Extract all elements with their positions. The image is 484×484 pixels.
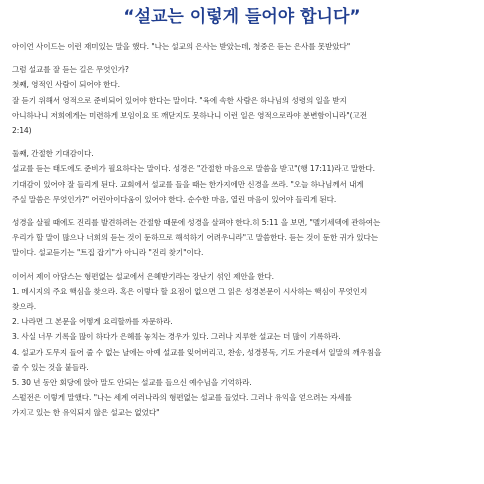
text-line: 아니하나니 저희에게는 미련하게 보임이요 또 깨닫지도 못하나니 이런 일은 영적으로라야 분변함이니라"(고전 [12, 110, 367, 120]
list-item: 4. 설교가 도무지 들어 줄 수 없는 날에는 아예 설교를 잊어버리고, 찬송, 성경봉독, 기도 가운데서 일말의 깨우침을 [12, 347, 382, 357]
text-line: 기대감이 있어야 잘 들리게 된다. 교회에서 설교를 들을 때는 한가지에만 신경을 쓰라. "오늘 하나님께서 내게 [12, 179, 364, 189]
list-item: 찾으라. [12, 302, 37, 312]
text-line: 우리가 할 말이 많으나 너희의 듣는 것이 둔하므로 해석하기 어려우니라"고 말씀한다. 듣는 것이 둔한 귀가 있다는 [12, 233, 379, 243]
list-item: 1. 메시지의 주요 핵심을 찾으라. 혹은 이렇다 할 요점이 없으면 그 읽은 성경본문이 시사하는 핵심이 무엇인지 [12, 286, 368, 296]
list-item: 2. 나라면 그 본문을 어떻게 요리할까를 자문하라. [12, 317, 173, 327]
page-title: “설교는 이렇게 들어야 합니다” [123, 7, 361, 27]
list-item: 3. 사실 너무 기록을 많이 하다가 은혜를 놓치는 경우가 있다. 그러나 지루한 설교는 더 많이 기록하라. [12, 332, 341, 342]
text-line: 이어서 제이 아담스는 형편없는 설교에서 은혜받기라는 장난기 섞인 제안을 한다. [12, 271, 274, 281]
text-line: 둘째, 간절한 기대감이다. [12, 149, 94, 159]
text-line: 스펄전은 이렇게 말했다. "나는 세계 여러나라의 형편없는 설교를 들었다. 그러나 유익을 얻으려는 자세를 [12, 393, 352, 403]
text-line: 성경을 살필 때에도 진리를 발견하려는 간절함 때문에 성경을 살펴야 한다.히 5:11 을 보면, "멜기세덱에 관하여는 [12, 218, 381, 228]
list-item: 5. 30 년 동안 회당에 앉아 말도 안되는 설교를 들으신 예수님을 기억하라. [12, 378, 252, 388]
paragraph-truth [12, 215, 472, 261]
paragraph-expectation [12, 146, 472, 207]
paragraph-intro [12, 39, 472, 54]
text-line: 설교를 듣는 태도에도 준비가 필요하다는 말이다. 성경은 "간절한 마음으로 말씀을 받고"(행 17:11)라고 말한다. [12, 164, 375, 174]
text-line: 그럼 설교를 잘 듣는 길은 무엇인가? [12, 65, 129, 75]
paragraph-spiritual [12, 62, 472, 138]
text-line: 주실 말씀은 무엇인가?" 어린아이다움이 있어야 한다. 순수한 마음, 열린 마음이 있어야 들리게 된다. [12, 194, 337, 204]
text-line: 잘 듣기 위해서 영적으로 준비되어 있어야 한다는 말이다. "육에 속한 사람은 하나님의 성령의 일을 받지 [12, 95, 347, 105]
list-item: 줄 수 있는 것을 붙들라. [12, 362, 89, 372]
text-line: 아이언 사이드는 이런 재미있는 말을 했다. "나는 설교의 은사는 받았는데, 청중은 듣는 은사를 못받았다" [12, 42, 351, 51]
text-line: 2:14) [12, 126, 32, 136]
text-line: 말이다. 설교듣기는 "트집 잡기"가 아니라 "진리 찾기"이다. [12, 248, 204, 258]
paragraph-suggestions [12, 269, 472, 421]
text-line: 첫째, 영적인 사람이 되어야 한다. [12, 80, 120, 90]
text-line: 가지고 있는 한 유익되지 않은 설교는 없었다" [12, 408, 160, 418]
